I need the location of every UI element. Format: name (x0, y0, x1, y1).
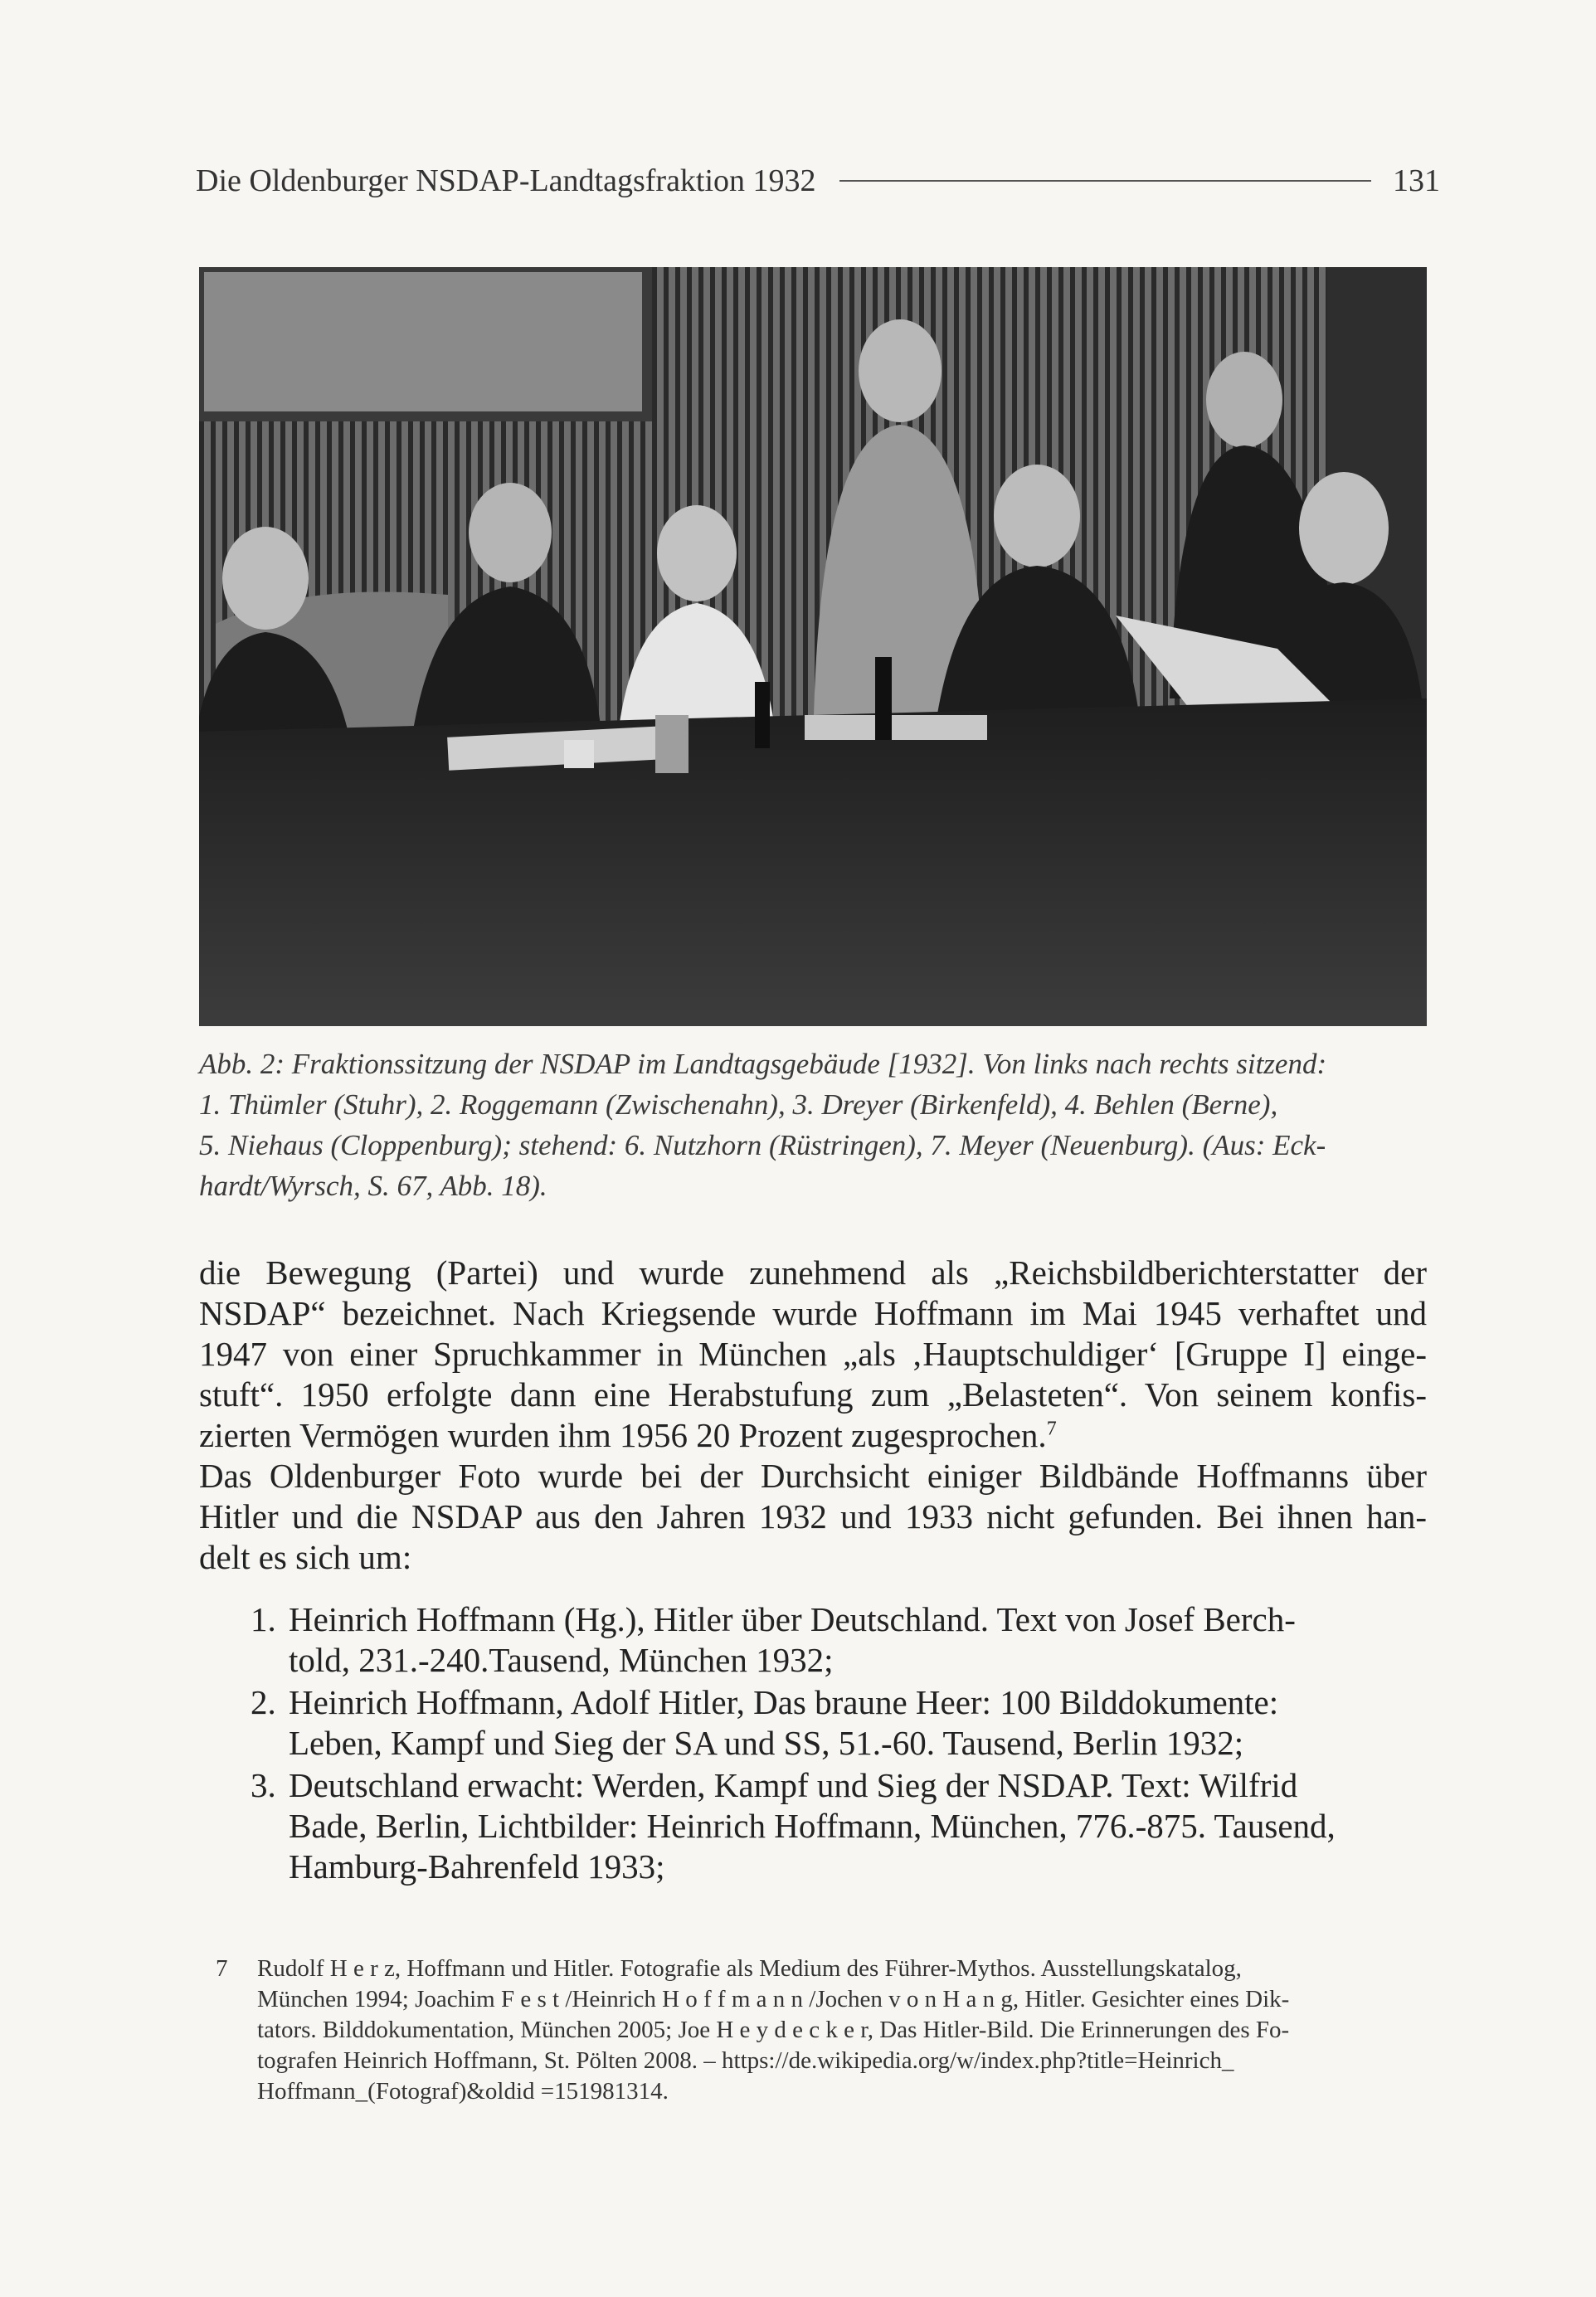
source-list (199, 1599, 1427, 1889)
caption-line: 5. Niehaus (Cloppenburg); stehend: 6. Nutzhorn (Rüstringen), 7. Meyer (Neuenburg). (Aus: Eck- (199, 1129, 1326, 1161)
body-line: die Bewegung (Partei) und wurde zunehmend als „Reichsbildberichterstatter der (199, 1253, 1427, 1292)
header-rule (839, 180, 1371, 182)
caption-line: Abb. 2: Fraktionssitzung der NSDAP im Landtagsgebäude [1932]. Von links nach rechts sitzend: (199, 1048, 1327, 1080)
list-item (199, 1682, 1427, 1764)
body-line: Hitler und die NSDAP aus den Jahren 1932 und 1933 nicht gefunden. Bei ihnen han- (199, 1497, 1427, 1535)
list-item (199, 1765, 1427, 1887)
caption-line: 1. Thümler (Stuhr), 2. Roggemann (Zwischenahn), 3. Dreyer (Birkenfeld), 4. Behlen (Berne), (199, 1088, 1278, 1121)
footnote-reference: 7 (1046, 1418, 1057, 1440)
figure-caption (199, 1044, 1427, 1206)
body-line (199, 1415, 1427, 1456)
body-line-text: zierten Vermögen wurden ihm 1956 20 Prozent zugesprochen. (199, 1416, 1047, 1454)
footnote-number: 7 (216, 1955, 228, 1982)
body-line: Das Oldenburger Foto wurde bei der Durchsicht einiger Bildbände Hoffmanns über (199, 1457, 1427, 1495)
footnote-line: tografen Heinrich Hoffmann, St. Pölten 2008. – https://de.wikipedia.org/w/index.php?title=Heinrich_ (257, 2047, 1234, 2074)
body-line: delt es sich um: (199, 1538, 412, 1576)
list-item-line: Deutschland erwacht: Werden, Kampf und Sieg der NSDAP. Text: Wilfrid (289, 1766, 1298, 1804)
list-item-number: 2. (251, 1683, 276, 1721)
body-line: NSDAP“ bezeichnet. Nach Kriegsende wurde Hoffmann im Mai 1945 verhaftet und (199, 1294, 1427, 1332)
photo-illustration (199, 267, 1427, 1026)
list-item-line: Heinrich Hoffmann, Adolf Hitler, Das braune Heer: 100 Bilddokumente: (289, 1683, 1279, 1721)
list-item (199, 1599, 1427, 1681)
list-item-line: Bade, Berlin, Lichtbilder: Heinrich Hoffmann, München, 776.-875. Tausend, (289, 1807, 1336, 1845)
body-paragraphs (199, 1253, 1427, 1578)
footnote (199, 1954, 1427, 2107)
running-header-title: Die Oldenburger NSDAP-Landtagsfraktion 1932 (196, 163, 816, 198)
footnote-line: Rudolf H e r z, Hoffmann und Hitler. Fotografie als Medium des Führer-Mythos. Ausstellungskatalog, (257, 1955, 1242, 1982)
list-item-number: 1. (251, 1600, 276, 1638)
list-item-line: Leben, Kampf und Sieg der SA und SS, 51.-60. Tausend, Berlin 1932; (289, 1724, 1244, 1762)
body-line: stuft“. 1950 erfolgte dann eine Herabstufung zum „Belasteten“. Von seinem konfis- (199, 1375, 1427, 1414)
body-line: 1947 von einer Spruchkammer in München „als ‚Hauptschuldiger‘ [Gruppe I] einge- (199, 1335, 1427, 1373)
footnote-text (257, 1954, 1427, 2107)
caption-line: hardt/Wyrsch, S. 67, Abb. 18). (199, 1170, 547, 1202)
group-photograph (199, 267, 1427, 1026)
running-header (196, 158, 1440, 204)
list-item-number: 3. (251, 1766, 276, 1804)
footnote-line: München 1994; Joachim F e s t /Heinrich H o f f m a n n /Jochen v o n H a n g, Hitler. Gesichter eines Dik- (257, 1986, 1290, 2012)
list-item-line: Hamburg-Bahrenfeld 1933; (289, 1847, 665, 1886)
list-item-line: told, 231.-240.Tausend, München 1932; (289, 1641, 834, 1679)
footnote-line: tators. Bilddokumentation, München 2005; Joe H e y d e c k e r, Das Hitler-Bild. Die Erinnerungen des Fo- (257, 2017, 1290, 2043)
list-item-line: Heinrich Hoffmann (Hg.), Hitler über Deutschland. Text von Josef Berch- (289, 1600, 1296, 1638)
page-number: 131 (1393, 163, 1440, 198)
footnote-line: Hoffmann_(Fotograf)&oldid =151981314. (257, 2078, 669, 2105)
